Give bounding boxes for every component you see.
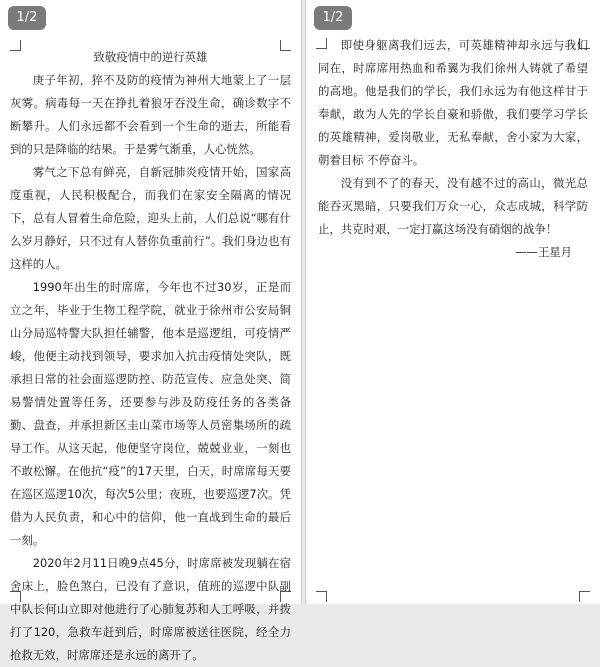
document-page-left — [0, 0, 302, 662]
paragraph: 2020年2月11日晚9点45分，时席席被发现躺在宿舍床上，脸色煞白，已没有了意识，值班的巡逻中队副中队长何山立即对他进行了心肺复苏和人工呼吸，并拨打了120，急救车赶到后，时席席被送往医院，经全力抢救无效，时席席还是永远的离开了。 — [10, 556, 291, 662]
document-title: 致敬疫情中的逆行英雄 — [93, 50, 208, 64]
crop-mark-bottom-right — [579, 591, 590, 602]
paragraph: 雾气之下总有鲜亮，自新冠肺炎疫情开始，国家高度重视，人民积极配合，而我们在家安全隔离的情况下，总有人冒着生命危险，迎头上前，人们总说“哪有什么岁月静好，只不过有人替你负重前行”。我们身边也有这样的人。 — [10, 165, 291, 271]
paragraph: 1990年出生的时席席，今年也不过30岁，正是而立之年，毕业于生物工程学院，就业于徐州市公安局铜山分局巡特警大队担任辅警，他本是巡逻组，可疫情严峻，他便主动找到领导，要求加入抗击疫情处突队，既承担日常的社会面巡逻防控、防范宣传、应急处突、简易警情处置等任务，还要参与涉及防疫任务的各类备勤、盘查，并承担新区圭山菜市场等人员密集场所的疏导工作。从这天起，他便坚守岗位，兢兢业业，一刻也不敢松懈。在他抗“疫”的17天里，白天，时席席每天要在巡区巡逻10次，每次5公里；夜班，也要巡逻7次。凭借为人民负责，和心中的信仰，他一直战到生命的最后一刻。 — [10, 280, 291, 547]
author-signature: ——王星月 — [515, 245, 572, 259]
page-content — [318, 34, 588, 264]
crop-mark-bottom-left — [316, 591, 327, 602]
page-number-badge: 1/2 — [314, 6, 352, 30]
page-number-badge: 1/2 — [8, 6, 46, 30]
paragraph: 没有到不了的春天，没有越不过的高山，微光总能吞灭黑暗，只要我们万众一心，众志成城，科学防止，共克时艰，一定打赢这场没有硝烟的战争！ — [318, 176, 588, 236]
paragraph: 庚子年初，猝不及防的疫情为神州大地蒙上了一层灰雾。病毒每一天在挣扎着狼牙吞没生命，确诊数字不断攀升。人们永远都不会看到一个生命的逝去，所能看到的只是降临的结果。于是雾气渐重，人心恍然。 — [10, 73, 291, 156]
paragraph: 即使身躯离我们远去，可英雄精神却永远与我们同在，时席席用热血和希翼为我们徐州人铸就了希望的高地。他是我们的学长，我们永远为有他这样甘于奉献，敢为人先的学长自豪和骄傲，我们要学习学长的英雄精神，爱岗敬业，无私奉献，舍小家为大家，朝着目标 不停奋斗。 — [318, 38, 588, 167]
page-content — [10, 46, 291, 667]
document-page-right — [305, 0, 600, 604]
